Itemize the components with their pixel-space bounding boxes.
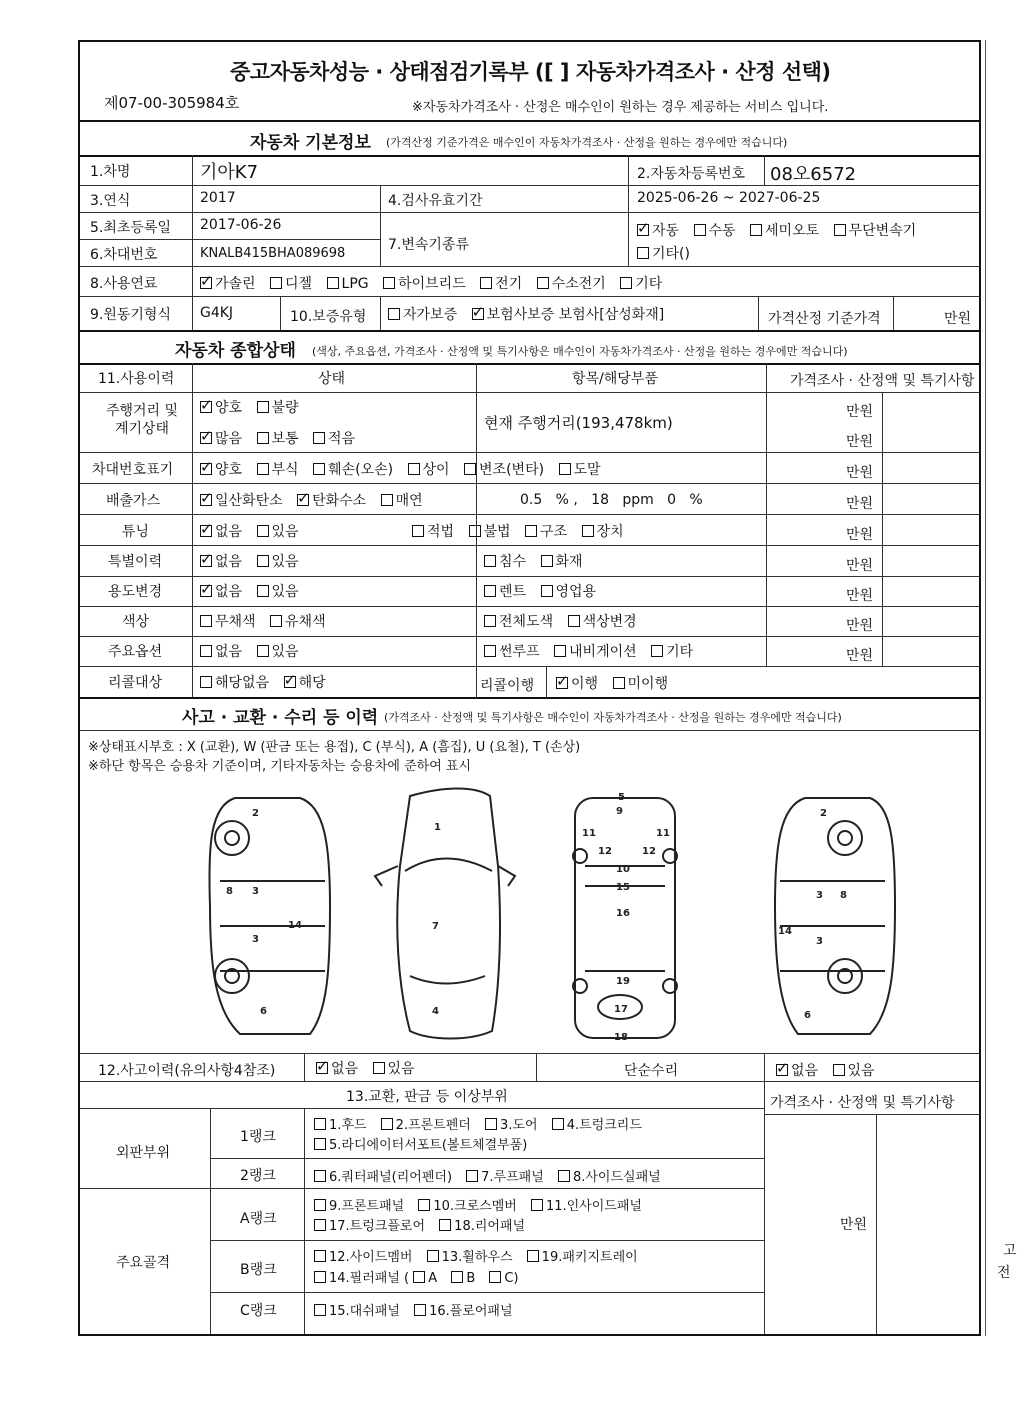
checkbox[interactable]	[381, 494, 393, 506]
svg-text:17: 17	[614, 1004, 628, 1015]
checkbox[interactable]	[651, 645, 663, 657]
checkbox[interactable]	[451, 1271, 463, 1283]
rank-c-items: 15.대쉬패널 16.플로어패널	[314, 1300, 523, 1319]
svg-text:2: 2	[252, 808, 259, 819]
checkbox[interactable]	[284, 676, 296, 688]
main-option-items: 썬루프 내비게이션 기타	[484, 641, 703, 661]
rank-1-label: 1랭크	[240, 1129, 276, 1145]
svg-text:11: 11	[656, 828, 670, 839]
checkbox[interactable]	[200, 401, 212, 413]
checkbox[interactable]	[200, 432, 212, 444]
checkbox[interactable]	[257, 525, 269, 537]
checkbox[interactable]	[559, 463, 571, 475]
vin-label: 6.차대번호	[90, 247, 158, 263]
checkbox[interactable]	[418, 1199, 430, 1211]
svg-text:3: 3	[816, 936, 823, 947]
checkbox[interactable]	[373, 1062, 385, 1074]
tuning-items: 적법 불법 구조 장치	[412, 521, 634, 541]
vin-mark-options: ✓ 양호 부식 훼손(오손) 상이 변조(변타) 도말	[200, 459, 611, 479]
checkbox[interactable]	[314, 1170, 326, 1182]
page-title: 중고자동차성능 · 상태점검기록부 ([ ] 자동차가격조사 · 산정 선택)	[230, 60, 831, 84]
price-header: 가격조사 · 산정액 및 특기사항	[790, 373, 975, 389]
checkbox[interactable]	[484, 615, 496, 627]
rank-a-label: A랭크	[240, 1211, 277, 1227]
rank-a-items: 9.프론트패널 10.크로스멤버 11.인사이드패널	[314, 1195, 652, 1214]
emission-options: ✓ 일산화탄소 ✓ 탄화수소 매연	[200, 490, 433, 510]
recall-label: 리콜대상	[108, 675, 163, 691]
price-unit: 만원	[846, 648, 874, 664]
checkbox[interactable]	[531, 1199, 543, 1211]
accident-history-label: 12.사고이력(유의사항4참조)	[98, 1063, 276, 1079]
transmission-other: 기타()	[637, 243, 690, 263]
reg-no: 08오6572	[770, 164, 857, 185]
svg-text:3: 3	[252, 886, 259, 897]
checkbox[interactable]	[270, 615, 282, 627]
recall-options: 해당없음 ✓ 해당	[200, 672, 336, 692]
checkbox[interactable]	[613, 677, 625, 689]
checkbox[interactable]	[637, 224, 649, 236]
special-history-label: 특별이력	[108, 554, 163, 570]
svg-text:5: 5	[618, 792, 625, 803]
checkbox[interactable]	[525, 525, 537, 537]
first-reg-date: 2017-06-26	[200, 217, 282, 233]
special-history-options: ✓ 없음 있음	[200, 551, 309, 571]
checkbox[interactable]	[200, 494, 212, 506]
svg-text:19: 19	[616, 976, 630, 987]
recall-done-label: 리콜이행	[480, 678, 535, 694]
adjacent-page-edge: 고 전	[985, 40, 1027, 1340]
price-unit: 만원	[846, 527, 874, 543]
checkbox[interactable]	[388, 308, 400, 320]
inspection-period: 2025-06-26 ~ 2027-06-25	[637, 190, 821, 206]
checkbox[interactable]	[439, 1219, 451, 1231]
tuning-options: ✓ 없음 있음	[200, 521, 309, 541]
checkbox[interactable]	[554, 645, 566, 657]
checkbox[interactable]	[316, 1062, 328, 1074]
mileage-amount-options: ✓많음 보통 적음	[200, 428, 365, 448]
vin: KNALB415BHA089698	[200, 246, 346, 261]
rank-1-items: 1.후드 2.프론트펜더 3.도어 4.트렁크리드	[314, 1114, 652, 1133]
simple-repair-options: ✓ 없음 있음	[776, 1060, 885, 1080]
price-unit: 만원	[846, 465, 874, 481]
svg-text:12: 12	[598, 846, 612, 857]
checkbox[interactable]	[314, 1250, 326, 1262]
price-unit: 만원	[846, 588, 874, 604]
checkbox[interactable]	[750, 224, 762, 236]
mileage-status-options: ✓양호 불량	[200, 397, 309, 417]
rank-c-label: C랭크	[240, 1303, 277, 1319]
checkbox[interactable]	[427, 1250, 439, 1262]
checkbox[interactable]	[200, 277, 212, 289]
checkbox[interactable]	[327, 277, 339, 289]
checkbox[interactable]	[412, 525, 424, 537]
svg-text:2: 2	[820, 808, 827, 819]
checkbox[interactable]	[485, 1118, 497, 1130]
accident-title: 사고 · 교환 · 수리 등 이력	[182, 708, 379, 728]
checkbox[interactable]	[200, 555, 212, 567]
checkbox[interactable]	[314, 1271, 326, 1283]
standard-note: ※하단 항목은 승용차 기준이며, 기타자동차는 승용차에 준하여 표시	[88, 759, 472, 774]
checkbox[interactable]	[257, 432, 269, 444]
checkbox[interactable]	[537, 277, 549, 289]
transmission-options: ✓자동 수동 세미오토 무단변속기	[637, 220, 926, 240]
car-diagram	[180, 786, 900, 1048]
price-base-label: 가격산정 기준가격	[768, 311, 881, 327]
checkbox[interactable]	[484, 645, 496, 657]
engine-type: G4KJ	[200, 305, 234, 321]
svg-text:14: 14	[288, 920, 302, 931]
year: 2017	[200, 190, 236, 206]
price-unit: 만원	[846, 404, 874, 420]
svg-text:6: 6	[260, 1006, 267, 1017]
status-legend: ※상태표시부호 : X (교환), W (판금 또는 용접), C (부식), A (흠집), U (요철), T (손상)	[88, 740, 581, 755]
rank-2-label: 2랭크	[240, 1168, 276, 1184]
checkbox[interactable]	[582, 525, 594, 537]
checkbox[interactable]	[466, 1170, 478, 1182]
svg-text:7: 7	[432, 921, 439, 932]
svg-text:4: 4	[432, 1006, 439, 1017]
fuel-options: ✓ 가솔린 디젤 LPG 하이브리드 전기 수소전기 기타	[200, 273, 672, 293]
svg-text:12: 12	[642, 846, 656, 857]
checkbox[interactable]	[314, 1219, 326, 1231]
car-side-right	[775, 798, 895, 1034]
checkbox[interactable]	[257, 555, 269, 567]
checkbox[interactable]	[568, 615, 580, 627]
checkbox[interactable]	[620, 277, 632, 289]
use-change-options: ✓ 없음 있음	[200, 581, 309, 601]
main-option-label: 주요옵션	[108, 644, 163, 660]
first-reg-label: 5.최초등록일	[90, 220, 171, 236]
svg-text:11: 11	[582, 828, 596, 839]
checkbox[interactable]	[541, 555, 553, 567]
mileage-label: 주행거리 및 계기상태	[105, 403, 179, 437]
checkbox[interactable]	[314, 1138, 326, 1150]
price-unit: 만원	[846, 618, 874, 634]
accident-history-options: ✓ 없음 있음	[316, 1058, 425, 1078]
vin-mark-label: 차대번호표기	[92, 462, 174, 478]
checkbox[interactable]	[200, 525, 212, 537]
service-note: ※자동차가격조사 · 산정은 매수인이 원하는 경우 제공하는 서비스 입니다.	[412, 100, 829, 115]
checkbox[interactable]	[270, 277, 282, 289]
checkbox[interactable]	[200, 463, 212, 475]
use-change-label: 용도변경	[108, 584, 163, 600]
checkbox[interactable]	[297, 494, 309, 506]
checkbox[interactable]	[313, 463, 325, 475]
checkbox[interactable]	[414, 1304, 426, 1316]
svg-text:8: 8	[840, 890, 847, 901]
outer-panel-label: 외판부위	[116, 1145, 171, 1161]
checkbox[interactable]	[776, 1064, 788, 1076]
svg-text:3: 3	[252, 934, 259, 945]
price-unit: 만원	[846, 434, 874, 450]
checkbox[interactable]	[484, 585, 496, 597]
checkbox[interactable]	[257, 401, 269, 413]
rank-b-items: 12.사이드멤버 13.휠하우스 19.패키지트레이	[314, 1246, 648, 1265]
checkbox[interactable]	[472, 308, 484, 320]
tuning-label: 튜닝	[122, 524, 150, 540]
rank-2-items: 6.쿼터패널(리어펜더) 7.루프패널 8.사이드실패널	[314, 1166, 671, 1185]
checkbox[interactable]	[469, 525, 481, 537]
item-header: 항목/해당부품	[572, 371, 658, 387]
car-top	[375, 789, 515, 1039]
checkbox[interactable]	[314, 1199, 326, 1211]
checkbox[interactable]	[558, 1170, 570, 1182]
color-options: 무채색 유채색	[200, 611, 336, 631]
accident-note: (가격조사 · 산정액 및 특기사항은 매수인이 자동차가격조사 · 산정을 원하는 경우에만 적습니다)	[384, 711, 842, 724]
checkbox[interactable]	[552, 1118, 564, 1130]
svg-text:18: 18	[614, 1032, 628, 1043]
checkbox[interactable]	[383, 277, 395, 289]
rank-b-label: B랭크	[240, 1262, 277, 1278]
svg-text:16: 16	[616, 908, 630, 919]
parts-header: 13.교환, 판금 등 이상부위	[346, 1089, 508, 1105]
checkbox[interactable]	[694, 224, 706, 236]
svg-text:14: 14	[778, 926, 792, 937]
svg-text:6: 6	[804, 1010, 811, 1021]
basic-info-title: 자동차 기본정보	[250, 133, 371, 153]
state-header: 상태	[318, 371, 346, 387]
price-unit: 만원	[846, 496, 874, 512]
svg-text:15: 15	[616, 882, 630, 893]
year-label: 3.연식	[90, 193, 131, 209]
checkbox[interactable]	[314, 1304, 326, 1316]
warranty-options: 자가보증 ✓ 보험사보증 보험사[삼성화재]	[388, 304, 674, 324]
color-items: 전체도색 색상변경	[484, 611, 647, 631]
checkbox[interactable]	[257, 463, 269, 475]
overall-note: (색상, 주요옵션, 가격조사 · 산정액 및 특기사항은 매수인이 자동차가격조사 · 산정을 원하는 경우에만 적습니다)	[312, 345, 848, 358]
emission-values: 0.5 % , 18 ppm 0 %	[520, 492, 703, 508]
checkbox[interactable]	[556, 677, 568, 689]
engine-label: 9.원동기형식	[90, 307, 171, 323]
price-unit: 만원	[846, 558, 874, 574]
car-name: 기아K7	[200, 162, 259, 183]
checkbox[interactable]	[200, 585, 212, 597]
document-number: 제07-00-305984호	[104, 94, 240, 112]
checkbox[interactable]	[200, 615, 212, 627]
checkbox[interactable]	[541, 585, 553, 597]
svg-text:1: 1	[434, 822, 441, 833]
rank-b-pillar: 14.필러패널 ( A B C)	[314, 1267, 519, 1286]
checkbox[interactable]	[257, 585, 269, 597]
checkbox[interactable]	[480, 277, 492, 289]
rank-a-items-row2: 17.트렁크플로어 18.리어패널	[314, 1215, 535, 1234]
overall-title: 자동차 종합상태	[175, 341, 296, 361]
car-side-left	[209, 798, 330, 1034]
color-label: 색상	[122, 614, 150, 630]
svg-text:3: 3	[816, 890, 823, 901]
checkbox[interactable]	[527, 1250, 539, 1262]
parts-price-unit: 만원	[840, 1217, 868, 1233]
inspection-label: 4.검사유효기간	[388, 193, 483, 209]
special-history-items: 침수 화재	[484, 551, 593, 571]
checkbox[interactable]	[833, 1064, 845, 1076]
svg-text:8: 8	[226, 886, 233, 897]
main-frame-label: 주요골격	[116, 1255, 171, 1271]
checkbox[interactable]	[257, 645, 269, 657]
emission-label: 배출가스	[106, 493, 161, 509]
checkbox[interactable]	[313, 432, 325, 444]
checkbox[interactable]	[489, 1271, 501, 1283]
recall-done-options: ✓ 이행 미이행	[556, 673, 678, 693]
checkbox[interactable]	[834, 224, 846, 236]
checkbox[interactable]	[413, 1271, 425, 1283]
fuel-label: 8.사용연료	[90, 276, 158, 292]
checkbox[interactable]	[314, 1118, 326, 1130]
usage-history-header: 11.사용이력	[98, 371, 175, 387]
use-change-items: 렌트 영업용	[484, 581, 606, 601]
simple-repair-label: 단순수리	[624, 1063, 679, 1079]
car-name-label: 1.차명	[90, 164, 131, 180]
reg-no-label: 2.자동차등록번호	[637, 166, 746, 182]
main-option-options: 없음 있음	[200, 641, 309, 661]
svg-text:9: 9	[616, 806, 623, 817]
basic-info-note: (가격산정 기준가격은 매수인이 자동차가격조사 · 산정을 원하는 경우에만 적습니다)	[386, 136, 788, 149]
checkbox[interactable]	[381, 1118, 393, 1130]
checkbox[interactable]	[637, 247, 649, 259]
checkbox[interactable]	[200, 676, 212, 688]
price-base-unit: 만원	[944, 311, 972, 327]
checkbox[interactable]	[464, 463, 476, 475]
svg-text:10: 10	[616, 864, 630, 875]
checkbox[interactable]	[200, 645, 212, 657]
current-mileage: 현재 주행거리(193,478km)	[484, 414, 673, 432]
warranty-label: 10.보증유형	[290, 309, 367, 325]
transmission-label: 7.변속기종류	[388, 237, 469, 253]
checkbox[interactable]	[408, 463, 420, 475]
rank-1-items-row2: 5.라디에이터서포트(볼트체결부품)	[314, 1134, 537, 1153]
parts-price-header: 가격조사 · 산정액 및 특기사항	[770, 1095, 955, 1111]
checkbox[interactable]	[484, 555, 496, 567]
